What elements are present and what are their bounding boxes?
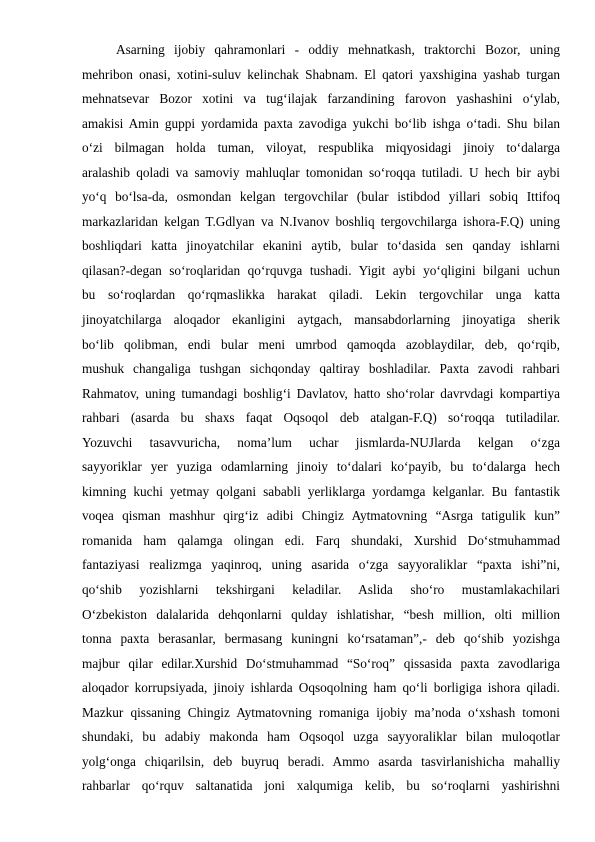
paragraph-line: boshliqdari katta jinoyatchilar ekanini aytib, bular to‘dasida sen qanday ishlarni — [82, 238, 560, 254]
paragraph-line: jinoyatchilarga aloqador ekanligini aytgach, mansabdorlarning jinoyatiga sherik — [82, 312, 560, 328]
paragraph-line: qilasan?-degan so‘roqlaridan qo‘rquvga tushadi. Yigit aybi yo‘qligini bilgani uchun — [82, 262, 560, 278]
paragraph-line: Yozuvchi tasavvuricha, noma’lum uchar jismlarda-NUJlarda kelgan o‘zga — [82, 434, 560, 450]
paragraph-line: rahbarlar qo‘rquv saltanatida joni xalqumiga kelib, bu so‘roqlarni yashirishni — [82, 778, 560, 794]
paragraph-line: Mazkur qissaning Chingiz Aytmatovning romaniga ijobiy ma’noda o‘xshash tomoni — [82, 704, 560, 720]
paragraph-line: romanida ham qalamga olingan edi. Farq shundaki, Xurshid Do‘stmuhammad — [82, 532, 560, 548]
paragraph-line: sayyoriklar yer yuziga odamlarning jinoiy to‘dalari ko‘payib, bu to‘dalarga hech — [82, 459, 560, 475]
paragraph-line: O‘zbekiston dalalarida dehqonlarni qulday ishlatishar, “besh million, olti million — [82, 606, 560, 622]
paragraph-line: aralashib qoladi va samoviy mahluqlar tomonidan so‘roqqa tutiladi. U hech bir aybi — [82, 164, 560, 180]
paragraph-line: yolg‘onga chiqarilsin, deb buyruq beradi. Ammo asarda tasvirlanishicha mahalliy — [82, 753, 560, 769]
paragraph-line: majbur qilar edilar.Xurshid Do‘stmuhammad “So‘roq” qissasida paxta zavodlariga — [82, 655, 560, 671]
paragraph-line: o‘zi bilmagan holda tuman, viloyat, respublika miqyosidagi jinoiy to‘dalarga — [82, 140, 560, 156]
paragraph-line: tonna paxta berasanlar, bermasang kuningni ko‘rsataman”,- deb qo‘shib yozishga — [82, 631, 560, 647]
paragraph-line: shundaki, bu adabiy makonda ham Oqsoqol uzga sayyoraliklar bilan muloqotlar — [82, 729, 560, 745]
paragraph-line: mehribon onasi, xotini-suluv kelinchak Shabnam. El qatori yaxshigina yashab turgan — [82, 66, 560, 82]
paragraph-line: amakisi Amin guppi yordamida paxta zavodiga yukchi bo‘lib ishga o‘tadi. Shu bilan — [82, 115, 560, 131]
paragraph-line: bo‘lib qolibman, endi bular meni umrbod qamoqda azoblaydilar, deb, qo‘rqib, — [82, 336, 560, 352]
paragraph-line: Rahmatov, uning tumandagi boshlig‘i Davlatov, hatto sho‘rolar davrvdagi kompartiya — [82, 385, 560, 401]
paragraph-line: Asarning ijobiy qahramonlari - oddiy mehnatkash, traktorchi Bozor, uning — [116, 42, 560, 57]
paragraph-line: fantaziyasi realizmga yaqinroq, uning asarida o‘zga sayyoraliklar “paxta ishi”ni, — [82, 557, 560, 573]
paragraph-line: markazlaridan kelgan T.Gdlyan va N.Ivanov boshliq tergovchilarga ishora-F.Q) uning — [82, 213, 560, 229]
body-paragraph — [82, 38, 560, 799]
paragraph-line: aloqador korrupsiyada, jinoiy ishlarda Oqsoqolning ham qo‘li borligiga ishora qiladi. — [82, 680, 560, 696]
paragraph-line: rahbari (asarda bu shaxs faqat Oqsoqol deb atalgan-F.Q) so‘roqqa tutiladilar. — [82, 410, 560, 426]
paragraph-line: qo‘shib yozishlarni tekshirgani keladilar. Aslida sho‘ro mustamlakachilari — [82, 582, 560, 598]
paragraph-line: voqea qisman mashhur qirg‘iz adibi Chingiz Aytmatovning “Asrga tatigulik kun” — [82, 508, 560, 524]
paragraph-line: yo‘q bo‘lsa-da, osmondan kelgan tergovchilar (bular istibdod yillari sobiq Ittifoq — [82, 189, 560, 205]
paragraph-line: mushuk changaliga tushgan sichqonday qaltiray boshladilar. Paxta zavodi rahbari — [82, 361, 560, 377]
paragraph-line: kimning kuchi yetmay qolgani sababli yerliklarga yordamga kelganlar. Bu fantastik — [82, 483, 560, 499]
paragraph-line: mehnatsevar Bozor xotini va tug‘ilajak farzandining farovon yashashini o‘ylab, — [82, 91, 560, 107]
paragraph-line: bu so‘roqlardan qo‘rqmaslikka harakat qiladi. Lekin tergovchilar unga katta — [82, 287, 560, 303]
